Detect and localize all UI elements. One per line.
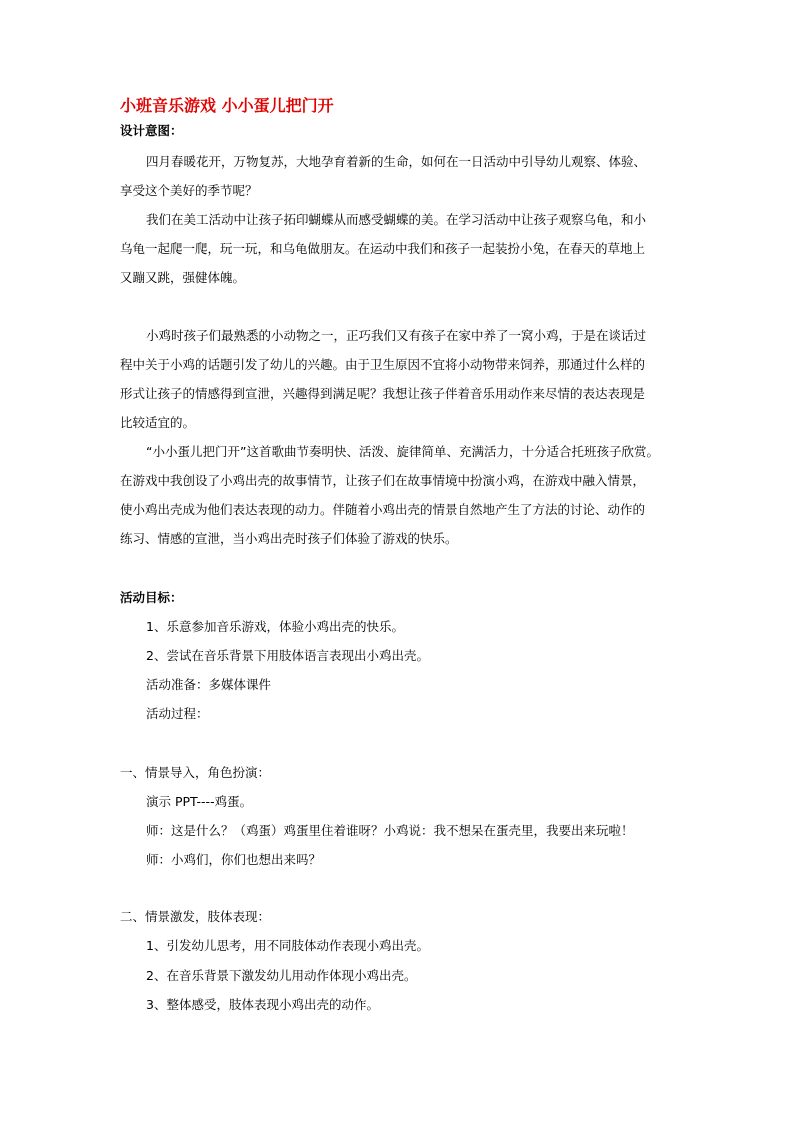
- activity-preparation: 活动准备：多媒体课件: [146, 677, 272, 692]
- section2-heading: 二、情景激发，肢体表现：: [120, 909, 271, 924]
- section1-heading: 一、情景导入，角色扮演：: [120, 765, 271, 780]
- design-paragraph-line: “小小蛋儿把门开”这首歌曲节奏明快、活泼、旋律简单、充满活力，十分适合托班孩子欣赏。: [146, 444, 659, 459]
- design-paragraph-line: 程中关于小鸡的话题引发了幼儿的兴趣。由于卫生原因不宜将小动物带来饲养，那通过什么样的: [120, 357, 646, 372]
- section2-item: 3、整体感受，肢体表现小鸡出壳的动作。: [146, 997, 379, 1012]
- design-paragraph-line: 练习、情感的宣泄，当小鸡出壳时孩子们体验了游戏的快乐。: [120, 531, 458, 546]
- goal-item: 2、尝试在音乐背景下用肢体语言表现出小鸡出壳。: [146, 648, 429, 663]
- design-paragraph-line: 小鸡时孩子们最熟悉的小动物之一，正巧我们又有孩子在家中养了一窝小鸡，于是在谈话过: [146, 328, 647, 343]
- design-paragraph-line: 我们在美工活动中让孩子拓印蝴蝶从而感受蝴蝶的美。在学习活动中让孩子观察乌龟，和小: [146, 212, 647, 227]
- section2-item: 1、引发幼儿思考，用不同肢体动作表现小鸡出壳。: [146, 938, 429, 953]
- design-paragraph-line: 又蹦又跳，强健体魄。: [120, 270, 246, 285]
- section2-item: 2、在音乐背景下激发幼儿用动作体现小鸡出壳。: [146, 968, 417, 983]
- goals-heading: 活动目标：: [120, 590, 183, 605]
- design-paragraph-line: 四月春暖花开，万物复苏，大地孕育着新的生命，如何在一日活动中引导幼儿观察、体验、: [146, 154, 647, 169]
- design-paragraph-line: 乌龟一起爬一爬，玩一玩，和乌龟做朋友。在运动中我们和孩子一起装扮小兔，在春天的草地上: [120, 241, 646, 256]
- section1-item: 师：小鸡们，你们也想出来吗？: [146, 852, 322, 867]
- document-title: 小班音乐游戏 小小蛋儿把门开: [120, 96, 334, 115]
- design-paragraph-line: 形式让孩子的情感得到宣泄，兴趣得到满足呢？我想让孩子伴着音乐用动作来尽情的表达表现是: [120, 386, 646, 401]
- design-paragraph-line: 享受这个美好的季节呢？: [120, 183, 258, 198]
- section1-item: 师：这是什么？（鸡蛋）鸡蛋里住着谁呀？小鸡说：我不想呆在蛋壳里，我要出来玩啦！: [146, 823, 634, 838]
- goal-item: 1、乐意参加音乐游戏，体验小鸡出壳的快乐。: [146, 619, 404, 634]
- design-paragraph-line: 使小鸡出壳成为他们表达表现的动力。伴随着小鸡出壳的情景自然地产生了方法的讨论、动作的: [120, 502, 646, 517]
- design-paragraph-line: 比较适宜的。: [120, 415, 196, 430]
- section1-item: 演示 PPT----鸡蛋。: [146, 794, 253, 809]
- design-heading: 设计意图：: [120, 123, 183, 138]
- design-paragraph-line: 在游戏中我创设了小鸡出壳的故事情节，让孩子们在故事情境中扮演小鸡，在游戏中融入情景，: [120, 473, 646, 488]
- activity-process-label: 活动过程：: [146, 706, 209, 721]
